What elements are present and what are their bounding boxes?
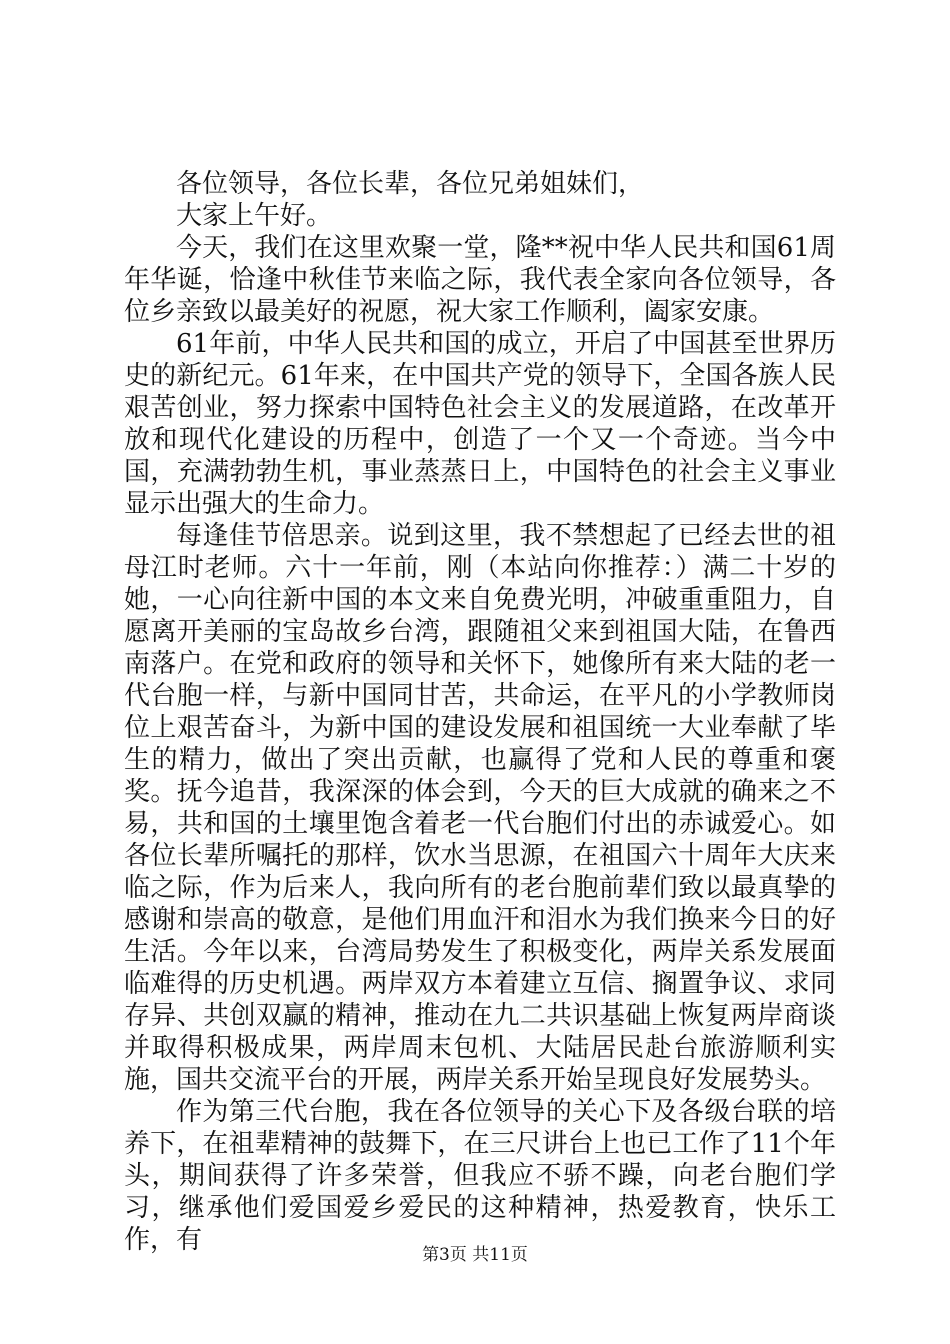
paragraph-celebration: 今天，我们在这里欢聚一堂，隆**祝中华人民共和国61周年华诞，恰逢中秋佳节来临之际，我代表全家向各位领导，各位乡亲致以最美好的祝愿，祝大家工作顺利，阖家安康。 (124, 233, 836, 327)
paragraph-third-generation: 作为第三代台胞，我在各位领导的关心下及各级台联的培养下，在祖辈精神的鼓舞下，在三尺讲台上也已工作了11个年头，期间获得了许多荣誉，但我应不骄不躁，向老台胞们学习，继承他们爱国爱乡爱民的这种精神，热爱教育，快乐工作，有 (124, 1097, 836, 1255)
paragraph-memory: 每逢佳节倍思亲。说到这里，我不禁想起了已经去世的祖母江时老师。六十一年前，刚（本站向你推荐：）满二十岁的她，一心向往新中国的本文来自免费光明，冲破重重阻力，自愿离开美丽的宝岛故乡台湾，跟随祖父来到祖国大陆，在鲁西南落户。在党和政府的领导和关怀下，她像所有来大陆的老一代台胞一样，与新中国同甘苦，共命运，在平凡的小学教师岗位上艰苦奋斗，为新中国的建设发展和祖国统一大业奉献了毕生的精力，做出了突出贡献，也赢得了党和人民的尊重和褒奖。抚今追昔，我深深的体会到，今天的巨大成就的确来之不易，共和国的土壤里饱含着老一代台胞们付出的赤诚爱心。如各位长辈所嘱托的那样，饮水当思源，在祖国六十周年大庆来临之际，作为后来人，我向所有的老台胞前辈们致以最真挚的感谢和崇高的敬意，是他们用血汗和泪水为我们换来今日的好生活。今年以来，台湾局势发生了积极变化，两岸关系发展面临难得的历史机遇。两岸双方本着建立互信、搁置争议、求同存异、共创双赢的精神，推动在九二共识基础上恢复两岸商谈并取得积极成果，两岸周末包机、大陆居民赴台旅游顺利实施，国共交流平台的开展，两岸关系开始呈现良好发展势头。 (124, 521, 836, 1095)
page-number-footer: 第3页 共11页 (422, 1245, 528, 1265)
paragraph-history: 61年前，中华人民共和国的成立，开启了中国甚至世界历史的新纪元。61年来，在中国共产党的领导下，全国各族人民艰苦创业，努力探索中国特色社会主义的发展道路，在改革开放和现代化建设的历程中，创造了一个又一个奇迹。当今中国，充满勃勃生机，事业蒸蒸日上，中国特色的社会主义事业显示出强大的生命力。 (124, 329, 836, 519)
document-body (124, 168, 836, 1256)
paragraph-good-morning: 大家上午好。 (176, 201, 333, 231)
paragraph-greeting: 各位领导，各位长辈，各位兄弟姐妹们， (176, 169, 645, 199)
